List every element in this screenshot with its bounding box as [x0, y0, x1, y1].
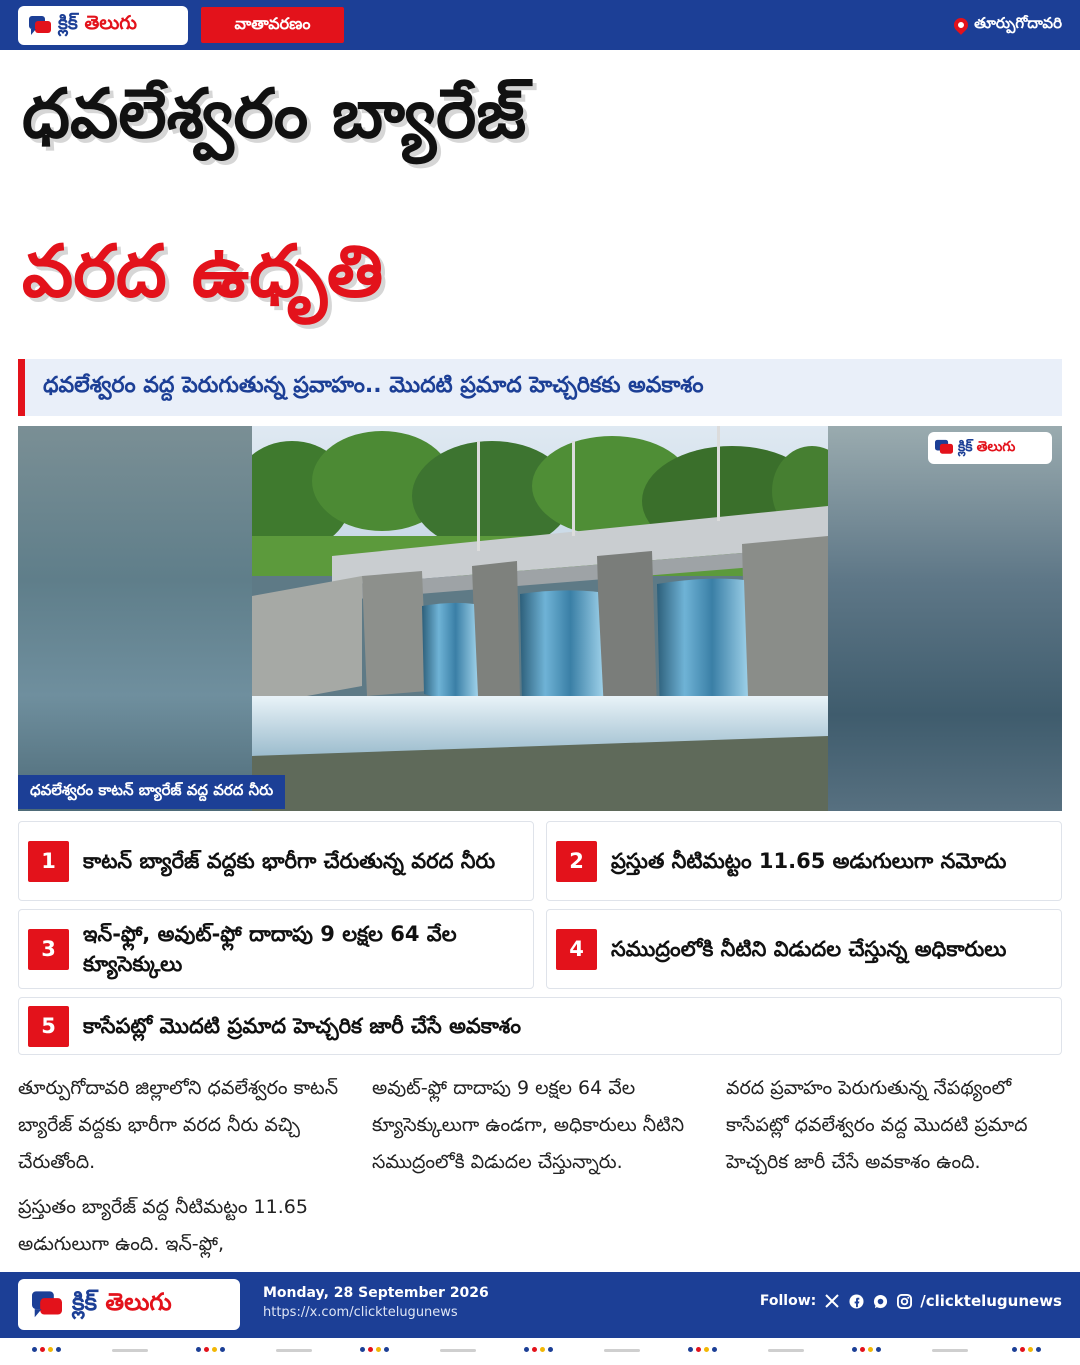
divider-dash [440, 1349, 476, 1352]
headline-line1: ధవలేశ్వరం బ్యారేజ్ [22, 75, 527, 154]
body-paragraph: ప్రస్తుతం బ్యారేజ్ వద్ద నీటిమట్టం 11.65 అడుగులుగా ఉంది. ఇన్-ఫ్లో, [18, 1196, 308, 1255]
x-icon[interactable] [824, 1293, 840, 1309]
footer [0, 1272, 1080, 1338]
category-badge[interactable]: వాతావరణం [201, 7, 344, 43]
key-point-number: 2 [556, 841, 597, 882]
divider-dash [276, 1349, 312, 1352]
brand-logo-text [58, 12, 137, 39]
follow-bar [760, 1292, 1062, 1310]
location-label: తూర్పుగోదావరి [974, 14, 1062, 32]
dot-group [524, 1347, 553, 1352]
brand-logo[interactable] [18, 6, 188, 45]
key-point-number: 3 [28, 929, 69, 970]
image-blur-right [828, 426, 1062, 811]
dot-group [360, 1347, 389, 1352]
key-point-number: 4 [556, 929, 597, 970]
location-pin-icon [951, 15, 971, 35]
follow-label: Follow: [759, 1293, 817, 1309]
body-column-2 [372, 1070, 712, 1181]
key-point-4 [546, 909, 1062, 989]
image-blur-left [18, 426, 252, 811]
footer-logo[interactable] [18, 1279, 240, 1330]
logo-part1: క్లిక్ [72, 1287, 98, 1316]
decorative-dots-strip [0, 1343, 1080, 1359]
logo-part2: తెలుగు [84, 12, 137, 34]
key-point-text: సముద్రంలోకి నీటిని విడుదల చేస్తున్న అధికారులు [611, 936, 1007, 961]
divider-dash [932, 1349, 968, 1352]
chat-logo-icon [934, 439, 954, 457]
body-paragraph: అవుట్-ఫ్లో దాదాపు 9 లక్షల 64 వేల క్యూసెక్కులుగా ఉండగా, అధికారులు నీటిని సముద్రంలోకి విడుదల చేస్తున్నారు. [372, 1077, 685, 1173]
key-point-2 [546, 821, 1062, 901]
logo-part2: తెలుగు [105, 1287, 172, 1316]
key-point-text: ఇన్-ఫ్లో, అవుట్-ఫ్లో దాదాపు 9 లక్షల 64 వేల క్యూసెక్కులు [83, 921, 457, 976]
key-point-text: కాటన్ బ్యారేజ్ వద్దకు భారీగా చేరుతున్న వరద నీరు [83, 848, 496, 873]
social-handle[interactable]: /clicktelugunews [920, 1292, 1062, 1310]
dot-group [852, 1347, 881, 1352]
key-point-3 [18, 909, 534, 989]
key-point-1 [18, 821, 534, 901]
divider-dash [112, 1349, 148, 1352]
photo-watermark [928, 432, 1052, 464]
subheadline: ధవలేశ్వరం వద్ద పెరుగుతున్న ప్రవాహం.. మొదటి ప్రమాద హెచ్చరికకు అవకాశం [18, 359, 1062, 416]
key-point-number: 5 [28, 1006, 69, 1047]
top-bar [0, 0, 1080, 50]
hero-image [18, 426, 1062, 811]
footer-logo-text [72, 1288, 172, 1322]
footer-date: Monday, 28 September 2026 [263, 1285, 489, 1301]
location [954, 14, 1062, 36]
body-paragraph: వరద ప్రవాహం పెరుగుతున్న నేపథ్యంలో కాసేపట్లో ధవలేశ్వరం వద్ద మొదటి ప్రమాద హెచ్చరిక జారీ చేసే అవకాశం ఉంది. [726, 1077, 1028, 1173]
barrage-photo [252, 426, 828, 811]
dot-group [32, 1347, 61, 1352]
headline-line2: వరద ఉధృతి [22, 229, 384, 313]
body-column-3 [726, 1070, 1066, 1181]
divider-dash [768, 1349, 804, 1352]
dot-group [688, 1347, 717, 1352]
watermark-part2: తెలుగు [976, 438, 1016, 455]
chat-logo-icon [28, 15, 52, 37]
key-point-text: ప్రస్తుత నీటిమట్టం 11.65 అడుగులుగా నమోదు [611, 848, 1007, 873]
whatsapp-icon[interactable] [872, 1293, 888, 1309]
facebook-icon[interactable] [848, 1293, 864, 1309]
body-column-1 [18, 1070, 358, 1263]
key-point-text: కాసేపట్లో మొదటి ప్రమాద హెచ్చరిక జారీ చేసే అవకాశం [83, 1013, 521, 1038]
instagram-icon[interactable] [896, 1293, 912, 1309]
divider-dash [604, 1349, 640, 1352]
dot-group [196, 1347, 225, 1352]
footer-url[interactable]: https://x.com/clicktelugunews [263, 1305, 458, 1320]
watermark-part1: క్లిక్ [958, 438, 973, 455]
body-paragraph: తూర్పుగోదావరి జిల్లాలోని ధవలేశ్వరం కాటన్ బ్యారేజ్ వద్దకు భారీగా వరద నీరు వచ్చి చేరుతోంది. [18, 1077, 339, 1173]
chat-logo-icon [30, 1290, 64, 1320]
logo-part1: క్లిక్ [58, 12, 78, 34]
key-point-5 [18, 997, 1062, 1055]
key-point-number: 1 [28, 841, 69, 882]
dot-group [1012, 1347, 1041, 1352]
image-caption: ధవలేశ్వరం కాటన్ బ్యారేజ్ వద్ద వరద నీరు [18, 775, 285, 809]
